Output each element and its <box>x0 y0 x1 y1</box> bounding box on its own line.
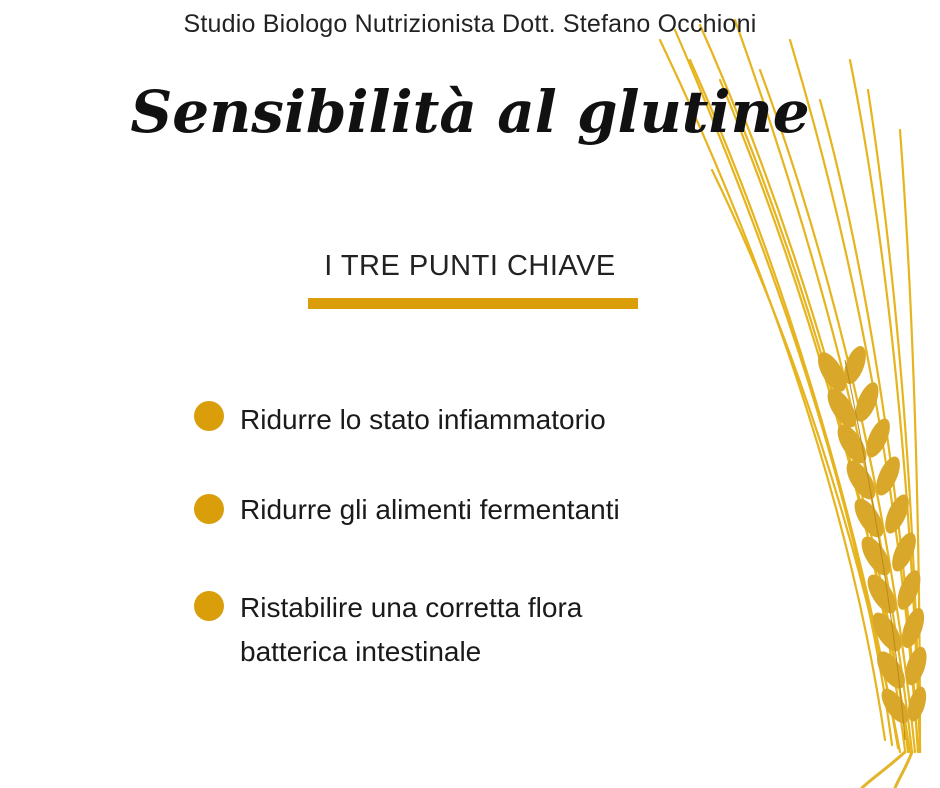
subtitle-underline <box>308 298 638 309</box>
page-title: Sensibilità al glutine <box>130 78 810 146</box>
bullet-dot-icon <box>194 401 224 431</box>
section-subtitle: I TRE PUNTI CHIAVE <box>324 250 616 282</box>
bullet-dot-icon <box>194 591 224 621</box>
key-point-1: Ridurre lo stato infiammatorio <box>240 404 606 435</box>
key-point-3: Ristabilire una corretta flora batterica intestinale <box>240 592 583 667</box>
studio-name: Studio Biologo Nutrizionista Dott. Stefano Occhioni <box>183 10 757 38</box>
key-point-2: Ridurre gli alimenti fermentanti <box>240 494 620 525</box>
bullet-dot-icon <box>194 494 224 524</box>
